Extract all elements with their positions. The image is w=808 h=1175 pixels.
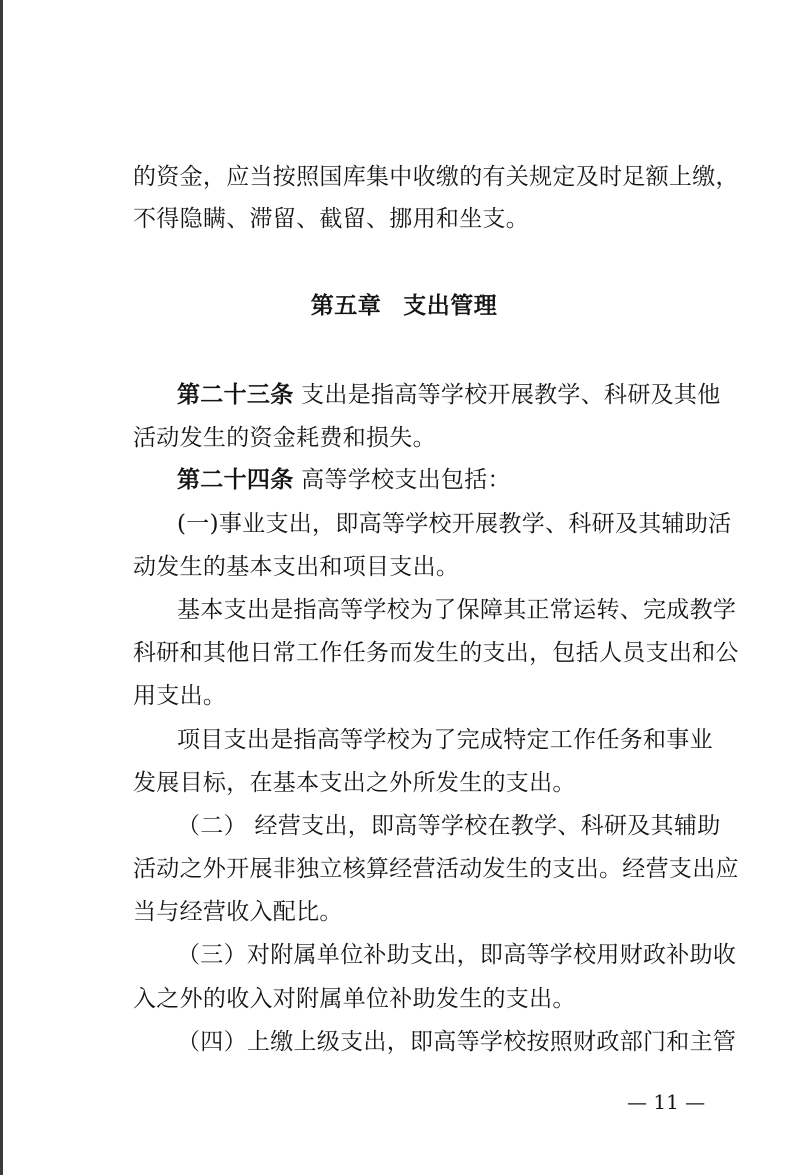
text-line: 入之外的收入对附属单位补助发生的支出。 — [133, 986, 576, 1012]
chapter-title: 支出管理 — [403, 292, 498, 319]
article-23 — [177, 381, 721, 409]
text-line: 项目支出是指高等学校为了完成特定工作任务和事业 — [177, 727, 713, 753]
chapter-heading — [0, 292, 808, 320]
text-line: 当与经营收入配比。 — [133, 899, 343, 925]
text-line: （三）对附属单位补助支出，即高等学校用财政补助收 — [177, 942, 737, 968]
article-text: 高等学校支出包括： — [301, 467, 511, 493]
text-line: (一)事业支出，即高等学校开展教学、科研及其辅助活 — [177, 511, 732, 537]
text-line: （二） 经营支出，即高等学校在教学、科研及其辅助 — [177, 813, 721, 839]
article-text: 支出是指高等学校开展教学、科研及其他 — [301, 382, 721, 408]
text-line: 的资金，应当按照国库集中收缴的有关规定及时足额上缴， — [133, 164, 739, 190]
article-label: 第二十三条 — [177, 381, 294, 408]
text-line: 发展目标，在基本支出之外所发生的支出。 — [133, 770, 576, 796]
text-line: 活动之外开展非独立核算经营活动发生的支出。经营支出应 — [133, 856, 739, 882]
text-line: 科研和其他日常工作任务而发生的支出，包括人员支出和公 — [133, 640, 739, 666]
text-line: 活动发生的资金耗费和损失。 — [133, 425, 436, 451]
text-line: （四）上缴上级支出，即高等学校按照财政部门和主管 — [177, 1029, 737, 1055]
text-line: 动发生的基本支出和项目支出。 — [133, 554, 460, 580]
article-24 — [177, 466, 511, 494]
page-edge — [0, 0, 3, 1175]
chapter-number: 第五章 — [310, 292, 382, 319]
article-label: 第二十四条 — [177, 466, 294, 493]
text-line: 不得隐瞒、滞留、截留、挪用和坐支。 — [133, 206, 530, 232]
text-line: 基本支出是指高等学校为了保障其正常运转、完成教学 — [177, 597, 737, 623]
page-number: — 11 — — [627, 1090, 706, 1114]
text-line: 用支出。 — [133, 683, 227, 709]
